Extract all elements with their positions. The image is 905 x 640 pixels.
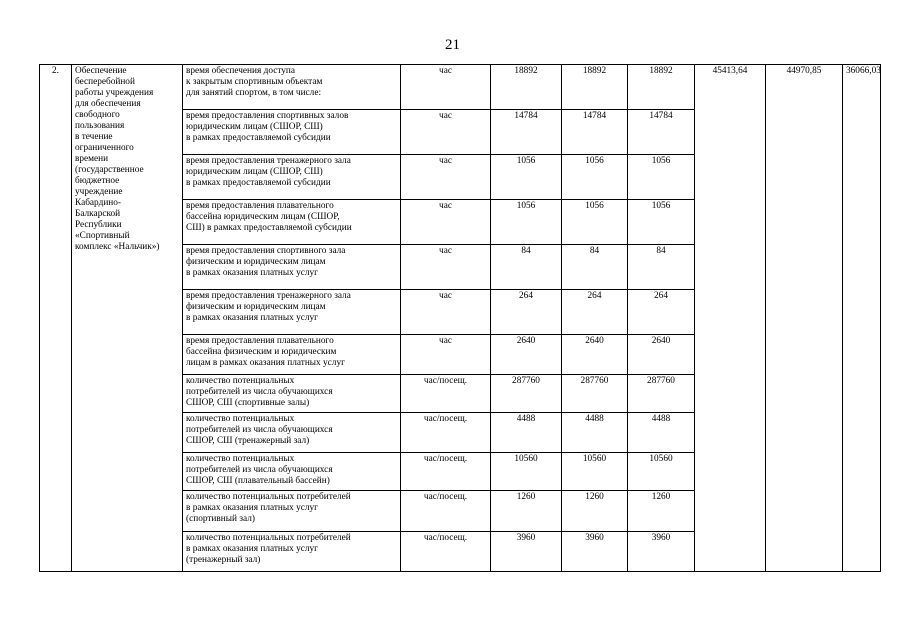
indicator-value-year2: 264	[562, 290, 628, 335]
indicator-unit: час/посещ.	[401, 375, 491, 413]
indicator-unit: час/посещ.	[401, 532, 491, 572]
indicator-value-year3: 1260	[628, 491, 695, 532]
indicator-value-year3: 3960	[628, 532, 695, 572]
indicator-name: время обеспечения доступа к закрытым спортивным объектам для занятий спортом, в том числе:	[183, 65, 401, 110]
indicator-name: время предоставления спортивного зала физическим и юридическим лицам в рамках оказания платных услуг	[183, 245, 401, 290]
indicator-name: количество потенциальных потребителей в рамках оказания платных услуг (тренажерный зал)	[183, 532, 401, 572]
indicator-unit: час	[401, 335, 491, 375]
indicator-value-year1: 3960	[491, 532, 562, 572]
indicator-value-year3: 287760	[628, 375, 695, 413]
indicator-value-year1: 287760	[491, 375, 562, 413]
indicator-value-year3: 84	[628, 245, 695, 290]
page-number: 21	[445, 37, 460, 53]
table-row	[40, 65, 881, 110]
finance-year3: 36066,03	[843, 65, 881, 572]
indicator-value-year2: 287760	[562, 375, 628, 413]
indicator-name: количество потенциальных потребителей в рамках оказания платных услуг (спортивный зал)	[183, 491, 401, 532]
finance-year1: 45413,64	[695, 65, 766, 572]
indicator-unit: час	[401, 200, 491, 245]
indicators-table	[39, 64, 881, 572]
indicator-value-year3: 1056	[628, 200, 695, 245]
indicator-unit: час	[401, 290, 491, 335]
indicator-name: время предоставления тренажерного зала юридическим лицам (СШОР, СШ) в рамках предоставляемой субсидии	[183, 155, 401, 200]
indicator-unit: час	[401, 245, 491, 290]
indicator-value-year2: 18892	[562, 65, 628, 110]
indicator-value-year2: 1260	[562, 491, 628, 532]
indicator-value-year2: 14784	[562, 110, 628, 155]
indicator-value-year1: 2640	[491, 335, 562, 375]
indicator-name: время предоставления тренажерного зала физическим и юридическим лицам в рамках оказания платных услуг	[183, 290, 401, 335]
indicator-value-year1: 10560	[491, 453, 562, 491]
indicator-name: время предоставления плавательного бассейна юридическим лицам (СШОР, СШ) в рамках предоставляемой субсидии	[183, 200, 401, 245]
indicator-unit: час	[401, 65, 491, 110]
indicator-name: время предоставления спортивных залов юридическим лицам (СШОР, СШ) в рамках предоставляемой субсидии	[183, 110, 401, 155]
indicator-value-year1: 264	[491, 290, 562, 335]
finance-year2: 44970,85	[766, 65, 843, 572]
indicator-value-year3: 14784	[628, 110, 695, 155]
indicator-value-year2: 3960	[562, 532, 628, 572]
indicator-value-year1: 14784	[491, 110, 562, 155]
indicator-name: время предоставления плавательного бассейна физическим и юридическим лицам в рамках оказания платных услуг	[183, 335, 401, 375]
indicator-value-year2: 1056	[562, 155, 628, 200]
indicator-value-year2: 1056	[562, 200, 628, 245]
indicator-value-year2: 4488	[562, 413, 628, 453]
indicator-value-year1: 18892	[491, 65, 562, 110]
indicator-value-year1: 1056	[491, 200, 562, 245]
indicator-value-year1: 84	[491, 245, 562, 290]
activity-name: Обеспечение бесперебойной работы учреждения для обеспечения свободного пользования в течение ограниченного времени (государственное бюджетное учреждение Кабардино- Балкарской Республики «Спортивный комплекс «Нальчик»)	[72, 65, 183, 572]
indicator-value-year1: 1260	[491, 491, 562, 532]
indicator-value-year2: 10560	[562, 453, 628, 491]
indicator-value-year3: 2640	[628, 335, 695, 375]
indicator-value-year2: 2640	[562, 335, 628, 375]
indicator-value-year3: 4488	[628, 413, 695, 453]
row-number: 2.	[40, 65, 72, 572]
indicator-value-year2: 84	[562, 245, 628, 290]
indicator-value-year3: 10560	[628, 453, 695, 491]
indicator-value-year1: 4488	[491, 413, 562, 453]
indicator-name: количество потенциальных потребителей из числа обучающихся СШОР, СШ (спортивные залы)	[183, 375, 401, 413]
indicator-name: количество потенциальных потребителей из числа обучающихся СШОР, СШ (плавательный бассейн)	[183, 453, 401, 491]
indicator-unit: час	[401, 110, 491, 155]
indicator-name: количество потенциальных потребителей из числа обучающихся СШОР, СШ (тренажерный зал)	[183, 413, 401, 453]
indicator-unit: час/посещ.	[401, 491, 491, 532]
indicator-value-year3: 1056	[628, 155, 695, 200]
indicator-unit: час/посещ.	[401, 413, 491, 453]
indicator-unit: час	[401, 155, 491, 200]
indicator-value-year3: 264	[628, 290, 695, 335]
indicator-value-year1: 1056	[491, 155, 562, 200]
indicator-value-year3: 18892	[628, 65, 695, 110]
indicator-unit: час/посещ.	[401, 453, 491, 491]
